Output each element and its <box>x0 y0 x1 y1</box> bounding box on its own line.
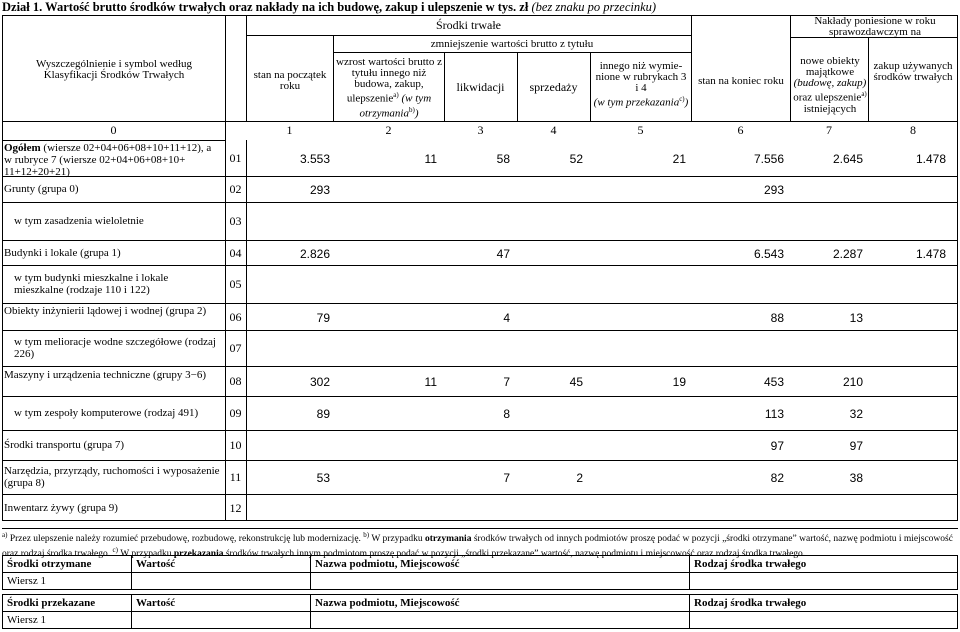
row-code-11: 11 <box>229 470 242 484</box>
received-table <box>2 555 958 590</box>
transferred-table <box>2 594 958 629</box>
header-sale: sprzedaży <box>529 80 578 94</box>
header-other <box>593 61 689 109</box>
row-06-value-col-3[interactable]: 4 <box>503 310 510 325</box>
header-end-of-year: stan na koniec roku <box>698 75 784 87</box>
row-11-value-col-7[interactable]: 38 <box>849 471 863 485</box>
row-11-value-col-3[interactable]: 7 <box>503 471 510 485</box>
header-outlays: Nakłady poniesione w roku sprawozdawczym na <box>814 15 936 38</box>
section-title-text: Dział 1. Wartość brutto środków trwałych oraz nakłady na ich budowę, zakup i ulepszenie w tys. zł <box>2 0 529 14</box>
received-header-2: Nazwa podmiotu, Miejscowość <box>315 558 460 570</box>
col-number-1: 1 <box>286 123 293 137</box>
header-increase-text: wzrost wartości brutto z tytułu innego niż budowa, zakup, ulepszenie <box>336 56 442 105</box>
row-code-04: 04 <box>229 245 242 260</box>
row-02-value-col-6[interactable]: 293 <box>763 183 784 197</box>
row-code-03: 03 <box>229 214 242 228</box>
footnote-c-post: środków trwałych innym podmiotom proszę podać w pozycji „środki przekazane” wartość, nazwę podmiotu i miejscowość oraz rodzaj środka trwałego. <box>225 549 806 560</box>
header-description: Wyszczególnienie i symbol według Klasyfikacji Środków Trwałych <box>35 58 193 81</box>
row-06-value-col-6[interactable]: 88 <box>770 310 784 325</box>
row-04-value-col-8[interactable]: 1.478 <box>915 246 946 261</box>
transferred-row-label: Wiersz 1 <box>3 612 132 629</box>
row-02-value-col-1[interactable]: 293 <box>309 183 330 197</box>
row-label-10: Środki transportu (grupa 7) <box>4 439 125 451</box>
header-new-and: oraz ulepszenie <box>793 91 862 104</box>
footnote-ref-c: c) <box>679 95 685 103</box>
row-01-value-col-4[interactable]: 52 <box>569 152 583 166</box>
row-10-value-col-6[interactable]: 97 <box>770 439 784 453</box>
row-label-02: Grunty (grupa 0) <box>4 183 79 195</box>
footnote-b-bold: otrzymania <box>425 534 472 545</box>
row-label-12: Inwentarz żywy (grupa 9) <box>4 501 118 514</box>
col-number-0: 0 <box>110 123 117 137</box>
footnote-ref-b: b) <box>408 105 415 114</box>
footnote-ref-a-2: a) <box>861 90 867 98</box>
row-code-02: 02 <box>229 182 242 196</box>
col-number-5: 5 <box>637 123 644 137</box>
row-label-08: Maszyny i urządzenia techniczne (grupy 3−6) <box>4 369 206 381</box>
header-new-text: nowe obiekty majątkowe <box>800 55 860 78</box>
transferred-header-0: Środki przekazane <box>7 597 96 609</box>
header-new-sub: (budowę, zakup) <box>793 77 867 89</box>
row-11-value-col-4[interactable]: 2 <box>576 471 583 485</box>
row-08-value-col-3[interactable]: 7 <box>503 375 510 389</box>
header-increase-sub: (w tym otrzymania <box>359 92 432 120</box>
row-06-value-col-1[interactable]: 79 <box>316 310 330 325</box>
row-08-value-col-2[interactable]: 11 <box>424 375 437 389</box>
col-number-6: 6 <box>737 123 744 137</box>
footnote-ref-a: a) <box>393 91 399 99</box>
received-header-0: Środki otrzymane <box>7 558 92 570</box>
col-number-4: 4 <box>550 123 557 137</box>
header-start-of-year: stan na początek roku <box>253 69 327 92</box>
header-increase <box>336 57 442 119</box>
row-08-value-col-1[interactable]: 302 <box>309 375 330 389</box>
row-08-value-col-7[interactable]: 210 <box>842 375 863 389</box>
row-code-08: 08 <box>229 374 242 388</box>
row-01-value-col-3[interactable]: 58 <box>496 152 510 166</box>
footnote-b-post: środków trwałych od innych podmiotów proszę podać w pozycji „środki otrzymane” wartość, nazwę podmiotu i miejscowość oraz rodzaj środka trwałego. <box>2 534 953 560</box>
transferred-header-2: Nazwa podmiotu, Miejscowość <box>315 597 460 609</box>
row-code-09: 09 <box>229 406 242 420</box>
row-code-07: 07 <box>229 341 242 355</box>
row-04-value-col-3[interactable]: 47 <box>496 246 510 261</box>
row-label-03: w tym zasadzenia wieloletnie <box>14 215 144 227</box>
row-04-value-col-6[interactable]: 6.543 <box>753 246 784 261</box>
header-increase-close: ) <box>414 107 419 120</box>
row-label-07: w tym melioracje wodne szczegółowe (rodzaj 226) <box>14 336 216 360</box>
row-label-05: w tym budynki mieszkalne i lokale mieszkalne (rodzaje 110 i 122) <box>14 272 169 296</box>
footnote-a: Przez ulepszenie należy rozumieć przebudowę, rozbudowę, rekonstrukcję lub modernizację. <box>9 534 361 545</box>
row-08-value-col-4[interactable]: 45 <box>569 375 583 389</box>
col-number-3: 3 <box>477 123 484 137</box>
transferred-header-1: Wartość <box>136 597 176 609</box>
row-code-01: 01 <box>229 151 242 165</box>
section-title <box>2 0 656 15</box>
row-01-value-col-2[interactable]: 11 <box>424 152 437 166</box>
row-08-value-col-5[interactable]: 19 <box>672 375 686 389</box>
received-name-cell[interactable] <box>311 573 690 590</box>
row-01-value-col-8[interactable]: 1.478 <box>915 152 946 166</box>
col-number-8: 8 <box>910 123 916 137</box>
transferred-name-cell[interactable] <box>311 612 690 629</box>
row-01-value-col-6[interactable]: 7.556 <box>753 152 784 166</box>
row-code-05: 05 <box>229 277 242 291</box>
row-label-09: w tym zespoły komputerowe (rodzaj 491) <box>14 407 199 419</box>
row-code-10: 10 <box>229 438 242 452</box>
row-06-value-col-7[interactable]: 13 <box>849 310 863 325</box>
row-label-04: Budynki i lokale (grupa 1) <box>4 246 121 259</box>
footnote-c-pre: W przypadku <box>120 549 172 560</box>
header-other-text: innego niż wymie-nione w rubrykach 3 i 4 <box>595 60 687 94</box>
row-04-value-col-7[interactable]: 2.287 <box>832 246 863 261</box>
transferred-header-3: Rodzaj środka trwałego <box>694 597 807 609</box>
received-header-3: Rodzaj środka trwałego <box>694 558 807 570</box>
row-09-value-col-1[interactable]: 89 <box>316 407 330 421</box>
header-new-objects <box>792 56 868 115</box>
footnote-b-pre: W przypadku <box>371 534 423 545</box>
section-title-note: (bez znaku po przecinku) <box>531 0 657 14</box>
row-10-value-col-7[interactable]: 97 <box>849 439 863 453</box>
transferred-value-cell[interactable] <box>132 612 311 629</box>
received-type-cell[interactable] <box>690 573 958 590</box>
header-other-close: ) <box>684 96 689 109</box>
row-label-06: Obiekty inżynierii lądowej i wodnej (grupa 2) <box>4 305 207 317</box>
row-label-01: Ogółem (wiersze 02+04+06+08+10+11+12), a w rubryce 7 (wiersze 02+04+06+08+10+ 11+12+20+21) <box>4 142 212 178</box>
received-value-cell[interactable] <box>132 573 311 590</box>
header-fixed-assets: Środki trwałe <box>436 18 501 32</box>
row-11-value-col-6[interactable]: 82 <box>770 471 784 485</box>
header-new-end: istniejących <box>803 102 857 115</box>
header-liquidation: likwidacji <box>456 80 505 94</box>
header-other-sub: (w tym przekazania <box>593 96 680 109</box>
col-number-2: 2 <box>385 123 392 137</box>
row-label-11: Narzędzia, przyrządy, ruchomości i wyposażenie (grupa 8) <box>4 465 220 489</box>
row-08-value-col-6[interactable]: 453 <box>763 375 784 389</box>
row-09-value-col-6[interactable]: 113 <box>764 407 784 421</box>
header-used-purchase: zakup używanych środków trwałych <box>873 60 953 83</box>
header-decrease: zmniejszenie wartości brutto z tytułu <box>430 38 594 50</box>
received-header-1: Wartość <box>136 558 176 570</box>
transferred-type-cell[interactable] <box>690 612 958 629</box>
row-01-value-col-7[interactable]: 2.645 <box>832 152 863 166</box>
row-code-12: 12 <box>229 500 242 515</box>
row-04-value-col-1[interactable]: 2.826 <box>299 246 330 261</box>
col-number-7: 7 <box>826 123 832 137</box>
row-09-value-col-7[interactable]: 32 <box>849 407 863 421</box>
row-code-06: 06 <box>229 309 242 324</box>
received-row-label: Wiersz 1 <box>3 573 132 590</box>
row-11-value-col-1[interactable]: 53 <box>316 471 330 485</box>
row-01-value-col-5[interactable]: 21 <box>672 152 686 166</box>
row-01-value-col-1[interactable]: 3.553 <box>299 152 330 166</box>
footnote-c-bold: przekazania <box>173 549 224 560</box>
row-09-value-col-3[interactable]: 8 <box>503 407 510 421</box>
footnotes: $^{a)}$ Przez ulepszenie należy rozumieć przebudowę, rozbudowę, rekonstrukcję lub modernizację. $^{b)}$ W przypadku otrzymania środków trwałych od innych podmiotów proszę podać w pozycji „środki otrzymane” wartość, nazwę podmiotu i miejscowość oraz rodzaj środka trwałego. $^{c)}$ W przypadku przekazania środków trwałych innym podmiotom proszę podać w pozycji „środki przekazane” wartość, nazwę podmiotu i miejscowość oraz rodzaj środka trwałego. <box>2 531 953 560</box>
